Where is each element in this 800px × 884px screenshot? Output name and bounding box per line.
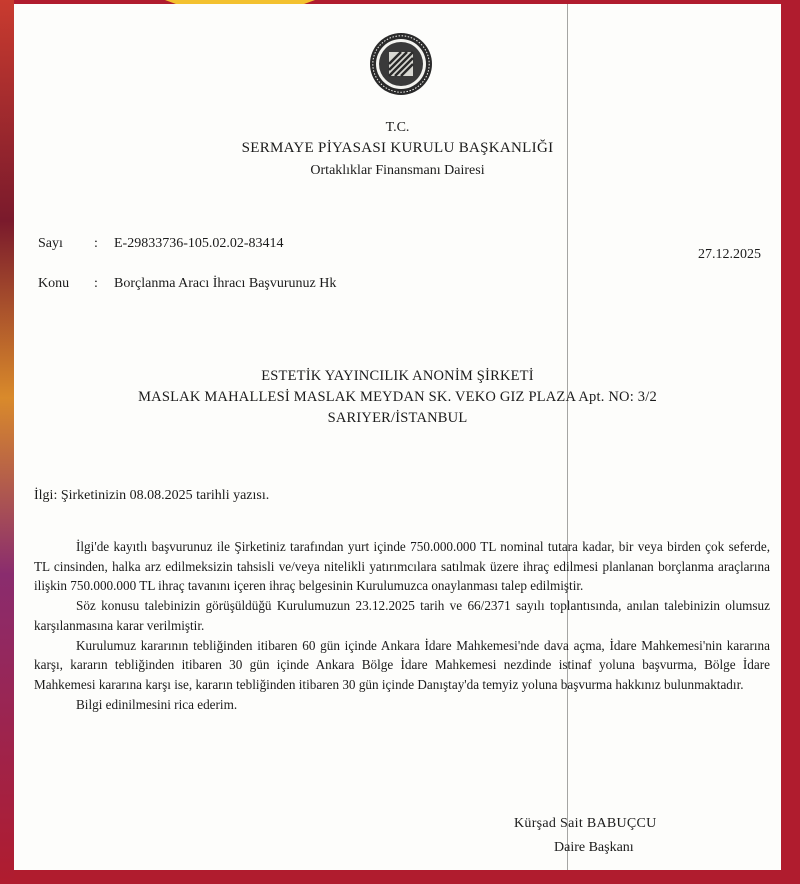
sayi-label: Sayı xyxy=(38,236,63,251)
institution-heading: SERMAYE PİYASASI KURULU BAŞKANLIĞI xyxy=(241,140,554,156)
letter-body xyxy=(34,537,770,714)
country-heading: T.C. xyxy=(385,120,410,135)
recipient-address: MASLAK MAHALLESİ MASLAK MEYDAN SK. VEKO GIZ PLAZA Apt. NO: 3/2 xyxy=(138,389,657,405)
body-paragraph: Kurulumuz kararının tebliğinden itibaren 60 gün içinde Ankara İdare Mahkemesi'nde dava açma, İdare Mahkemesi'nin kararına karşı, kararın tebliğinden itibaren 30 gün içinde Ankara Bölge İdare Mahkemesi nezdinde istinaf yoluna başvurma, Bölge İdare Mahkemesi kararına karşı ise, kararın tebliğinden itibaren 30 gün içinde Danıştay'da temyiz yoluna başvurma hakkınız bulunmaktadır. xyxy=(34,637,770,692)
department-heading: Ortaklıklar Finansmanı Dairesi xyxy=(310,163,485,178)
body-paragraph: Söz konusu talebinizin görüşüldüğü Kurulumuzun 23.12.2025 tarih ve 66/2371 sayılı toplantısında, anılan talebinizin olumsuz karşılanmasına karar verilmiştir. xyxy=(34,598,770,633)
institution-seal-icon xyxy=(369,32,433,96)
sayi-colon: : xyxy=(94,236,98,251)
signer-name: Kürşad Sait BABUÇCU xyxy=(514,816,657,831)
body-paragraph: Bilgi edinilmesini rica ederim. xyxy=(76,696,238,712)
reference-line: İlgi: Şirketinizin 08.08.2025 tarihli yazısı. xyxy=(34,488,270,503)
signer-title: Daire Başkanı xyxy=(554,840,634,855)
letter-date: 27.12.2025 xyxy=(698,247,761,262)
konu-label: Konu xyxy=(38,276,70,291)
konu-colon: : xyxy=(94,276,98,291)
konu-value: Borçlanma Aracı İhracı Başvurunuz Hk xyxy=(114,276,337,291)
recipient-company: ESTETİK YAYINCILIK ANONİM ŞİRKETİ xyxy=(261,368,534,384)
sayi-value: E-29833736-105.02.02-83414 xyxy=(114,236,284,251)
body-paragraph: İlgi'de kayıtlı başvurunuz ile Şirketiniz tarafından yurt içinde 750.000.000 TL nominal tutara kadar, bir veya birden çok seferde, TL cinsinden, halka arz edilmeksizin tahsisli ve/veya nitelikli yatırımcılara satılmak üzere ihraç edilmesi planlanan borçlanma araçlarına ilişkin 750.000.000 TL ihraç tavanını içeren ihraç belgesinin Kurulumuzca onaylanması talep edilmiştir. xyxy=(34,539,770,594)
official-letter xyxy=(14,4,781,870)
recipient-city: SARIYER/İSTANBUL xyxy=(327,410,468,426)
frame-left-decoration xyxy=(0,0,14,884)
